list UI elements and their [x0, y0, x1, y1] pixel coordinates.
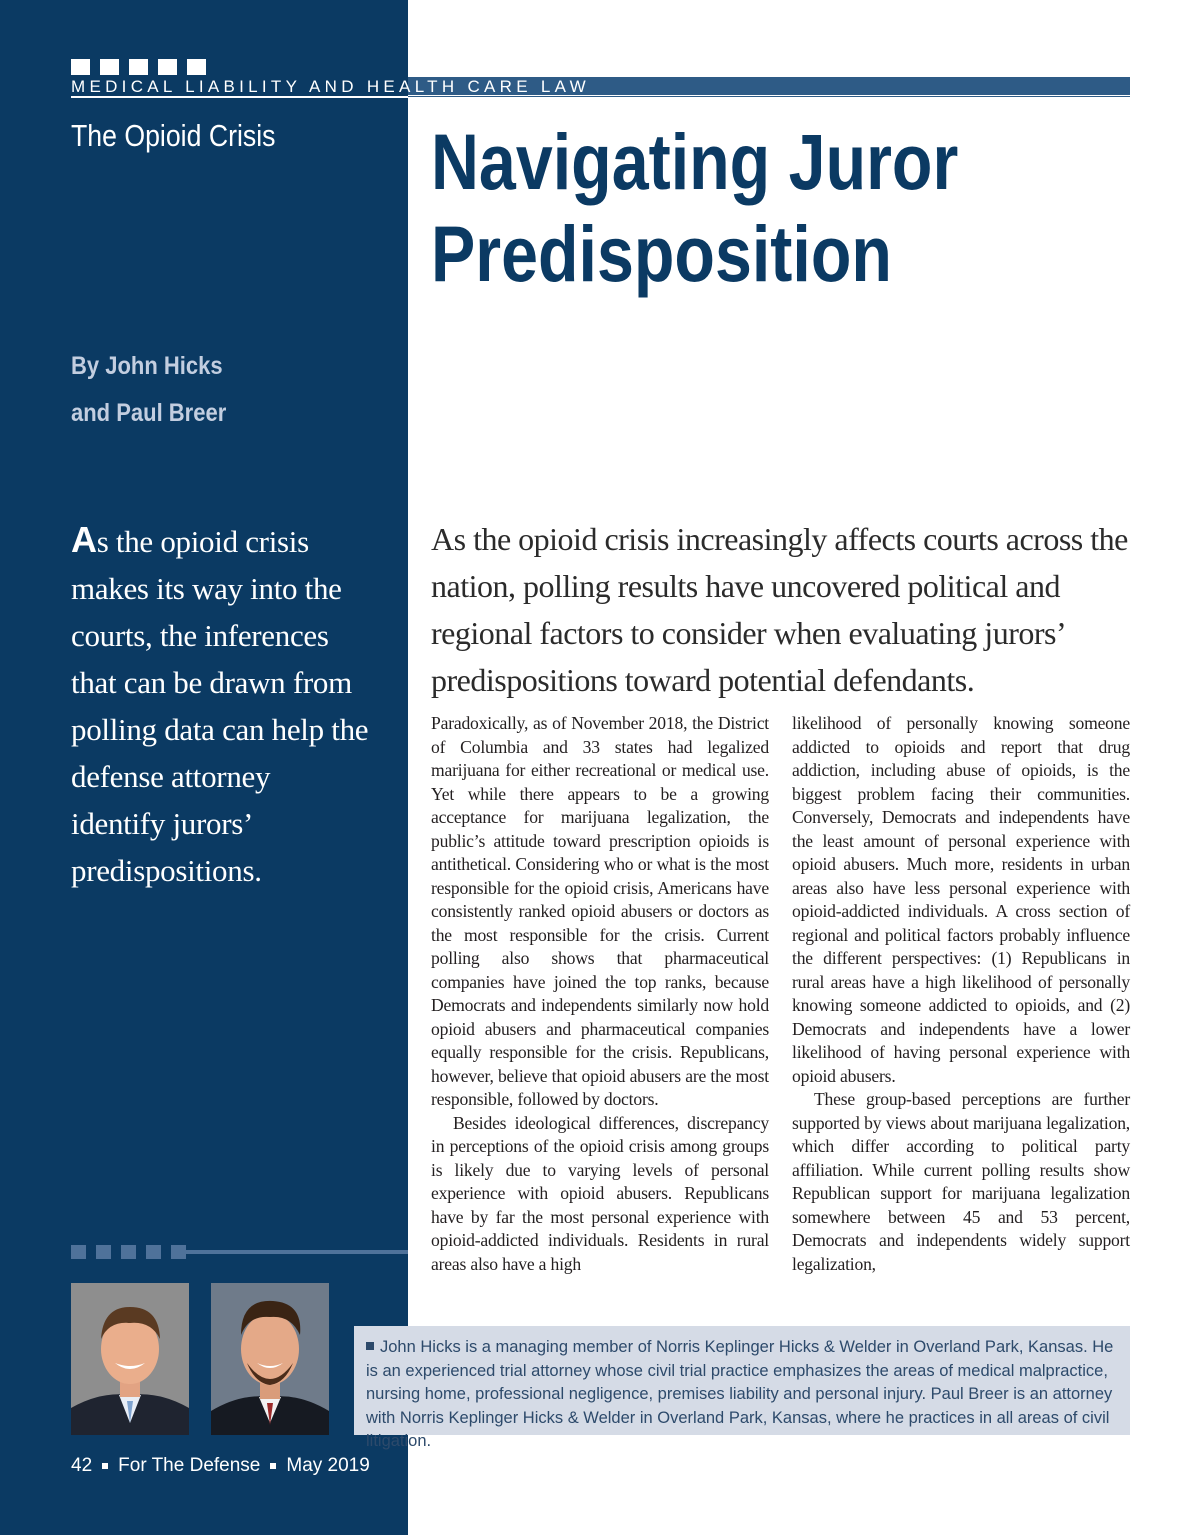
body-column-right — [792, 712, 1130, 1276]
article-title-line-2: Predisposition — [431, 209, 892, 298]
author-photo-paul-breer — [211, 1283, 329, 1435]
body-paragraph: Besides ideological differences, discrepancy in perceptions of the opioid crisis among groups is likely due to varying levels of personal experience with opioid abusers. Republicans have by far the most personal experience with opioid-addicted individuals. Residents in rural areas also have a high — [431, 1112, 769, 1274]
article-title-line-1: Navigating Juror — [431, 117, 959, 206]
body-paragraph: likelihood of personally knowing someone addicted to opioids and report that drug addiction, including abuse of opioids, is the biggest problem facing their communities. Conversely, Democrats and independents have the least amount of personal experience with opioid abusers. Much more, residents in urban areas also have less personal experience with opioid-addicted individuals. A cross section of regional and political factors probably influence the different perspectives: (1) Republicans in rural areas have a high likelihood of personally knowing someone addicted to opioids, and (2) Democrats and independents have a lower likelihood of having personal experience with opioid abusers. — [792, 713, 1130, 1086]
pull-quote-text: s the opioid crisis makes its way into the courts, the inferences that can be drawn from polling data can help the defense attorney identify jurors’ predispositions. — [71, 524, 369, 888]
article-title — [431, 116, 958, 300]
body-paragraph: Paradoxically, as of November 2018, the District of Columbia and 33 states had legalized marijuana for either recreational or medical use. Yet while there appears to be a growing acceptance for marijuana legalization, the public’s attitude toward prescription opioids is antithetical. Considering who or what is the most responsible for the opioid crisis, Americans have consistently ranked opioid abusers or doctors as the most responsible for the crisis. Current polling also shows that pharmaceutical companies have joined the top ranks, because Democrats and independents similarly now hold opioid abusers and pharmaceutical companies equally responsible for the crisis. Republicans, however, believe that opioid abusers are the most responsible, followed by doctors. — [431, 713, 769, 1109]
body-column-left — [431, 712, 769, 1276]
footer-separator-icon — [270, 1463, 276, 1469]
header-squares-ornament — [71, 59, 206, 75]
footer-separator-icon — [102, 1463, 108, 1469]
article-kicker: The Opioid Crisis — [71, 118, 276, 153]
issue-date: May 2019 — [286, 1455, 370, 1476]
body-paragraph: These group-based perceptions are further supported by views about marijuana legalization, which differ according to political party affiliation. While current polling results show Republican support for marijuana legalization somewhere between 45 and 53 percent, Democrats and independents widely support legalization, — [792, 1089, 1130, 1274]
page-number: 42 — [71, 1455, 93, 1476]
author-photo-john-hicks — [71, 1283, 189, 1435]
author-bio-text: John Hicks is a managing member of Norris Keplinger Hicks & Welder in Overland Park, Kansas. He is an experienced trial attorney whose civil trial practice emphasizes the areas of medical malpractice, nursing home, professional negligence, premises liability and personal injury. Paul Breer is an attorney with Norris Keplinger Hicks & Welder in Overland Park, Kansas, where he practices in all areas of civil litigation. — [366, 1338, 1114, 1450]
pull-quote — [71, 516, 371, 894]
article-deck: As the opioid crisis increasingly affects courts across the nation, polling results have uncovered political and regional factors to consider when evaluating jurors’ predispositions toward potential defendants. — [431, 521, 1128, 698]
page-footer — [71, 1455, 370, 1477]
pull-quote-dropcap: A — [71, 519, 97, 560]
footer-ornament-rule — [185, 1250, 408, 1254]
byline-line-2: and Paul Breer — [71, 399, 227, 427]
bio-bullet-icon — [366, 1342, 374, 1350]
publication-name: For The Defense — [118, 1455, 261, 1476]
section-label: MEDICAL LIABILITY AND HEALTH CARE LAW — [71, 77, 591, 96]
author-bio-box — [354, 1326, 1130, 1450]
byline-line-1: By John Hicks — [71, 352, 223, 380]
footer-squares-ornament — [71, 1245, 186, 1259]
